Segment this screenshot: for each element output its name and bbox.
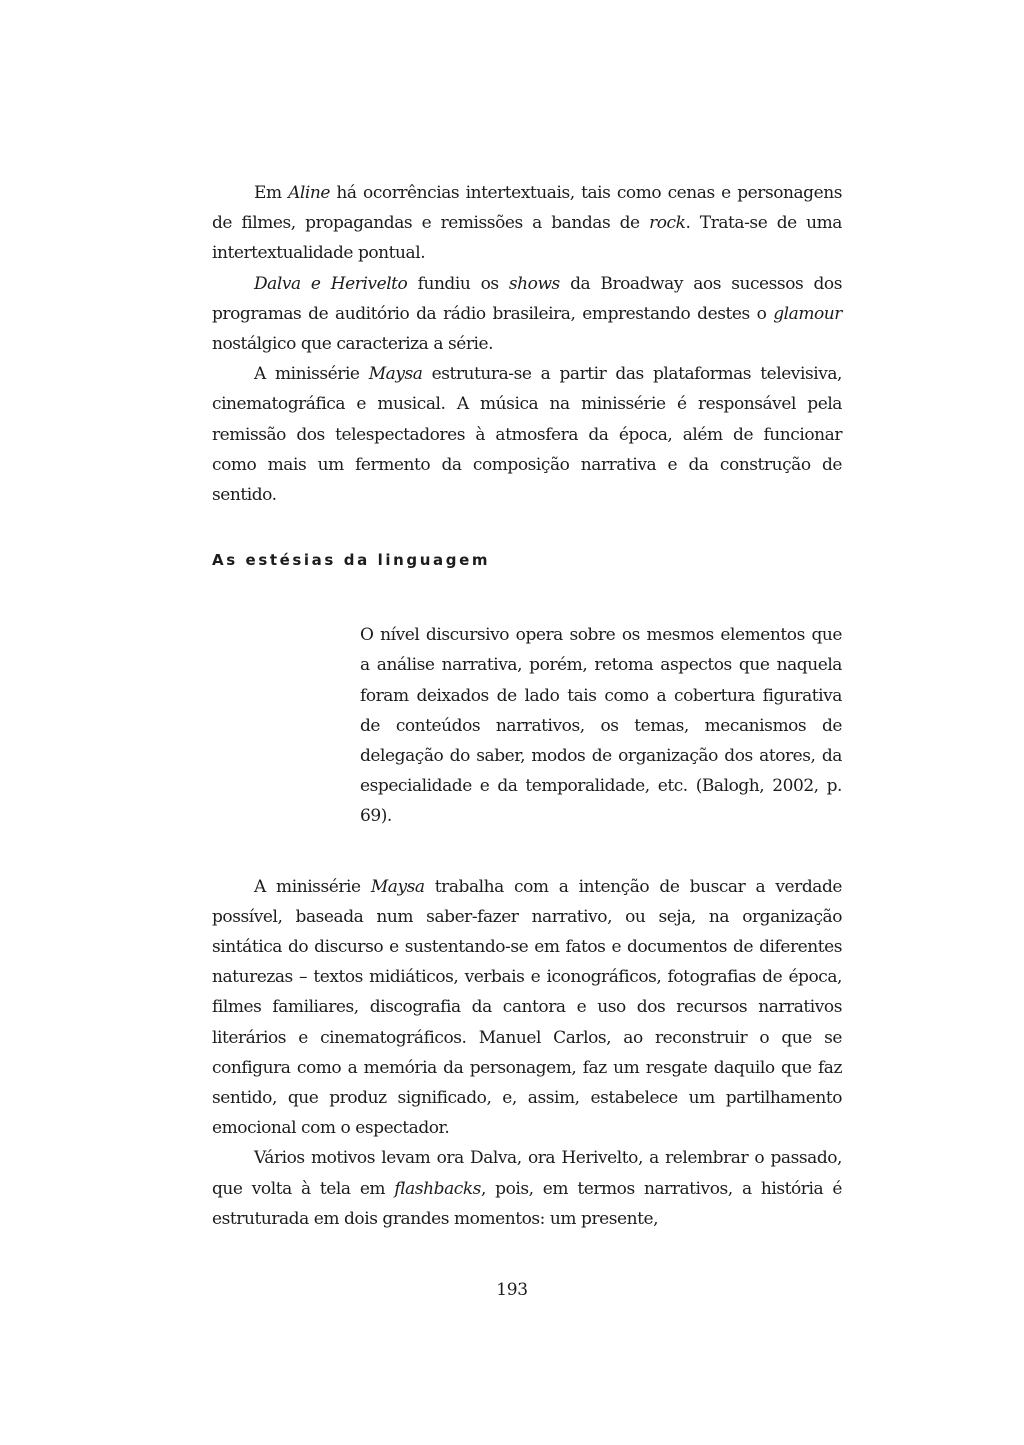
italic-term-rock: rock (649, 213, 686, 234)
page-number: 193 (496, 1280, 528, 1300)
text-run: , pois, em termos narrativos, a história é estruturada em dois grandes momentos: um presente, (212, 1178, 842, 1229)
paragraph-flashbacks (212, 1143, 842, 1234)
text-run: . Trata-se de uma intertextualidade pontual. (212, 213, 842, 264)
text-run: A minissérie (254, 364, 369, 385)
text-run: estrutura-se a partir das plataformas televisiva, cinematográfica e musical. A música na minissérie é responsável pela remissão dos telespectadores à atmosfera da época, além de funcionar como mais um fermento da composição narrativa e da construção de sentido. (212, 364, 843, 506)
text-run: trabalha com a intenção de buscar a verdade possível, baseada num saber-fazer narrativo, ou seja, na organização sintática do discurso e sustentando-se em fatos e documentos de diferentes naturezas – textos midiáticos, verbais e iconográficos, fotografias de época, filmes familiares, discografia da cantora e uso dos recursos narrativos literários e cinematográficos. Manuel Carlos, ao reconstruir o que se configura como a memória da personagem, faz um resgate daquilo que faz sentido, que produz significado, e, assim, estabelece um partilhamento emocional com o espectador. (212, 876, 843, 1139)
italic-term-flashbacks: flashbacks (394, 1178, 481, 1199)
paragraph-maysa-platforms (212, 359, 842, 510)
paragraph-dalva-herivelto (212, 269, 842, 360)
text-run: A minissérie (254, 876, 371, 897)
text-run: fundiu os (407, 273, 509, 294)
text-run: nostálgico que caracteriza a série. (212, 334, 494, 355)
italic-title-aline: Aline (288, 183, 330, 203)
text-run: há ocorrências intertextuais, tais como cenas e personagens de filmes, propagandas e remissões a bandas de (212, 183, 842, 234)
paragraph-aline (212, 178, 842, 269)
italic-term-shows: shows (508, 273, 560, 294)
block-quote: O nível discursivo opera sobre os mesmos elementos que a análise narrativa, porém, retoma aspectos que naquela foram deixados de lado tais como a cobertura figurativa de conteúdos narrativos, os temas, mecanismos de delegação do saber, modos de organização dos atores, da especialidade e da temporalidade, etc. (Balogh, 2002, p. 69). (360, 625, 842, 827)
text-run: da Broadway aos sucessos dos programas de auditório da rádio brasileira, emprestando destes o (212, 273, 842, 324)
section-heading: As estésias da linguagem (212, 551, 491, 570)
text-run: Em (254, 183, 289, 203)
italic-title-maysa: Maysa (368, 364, 423, 385)
italic-term-glamour: glamour (773, 303, 842, 324)
paragraph-maysa-truth (212, 872, 842, 1144)
italic-title-dalva-herivelto: Dalva e Herivelto (254, 273, 408, 294)
text-run: Vários motivos levam ora Dalva, ora Herivelto, a relembrar o passado, que volta à tela em (212, 1148, 842, 1199)
page-body (212, 178, 842, 1234)
italic-title-maysa: Maysa (370, 876, 425, 897)
